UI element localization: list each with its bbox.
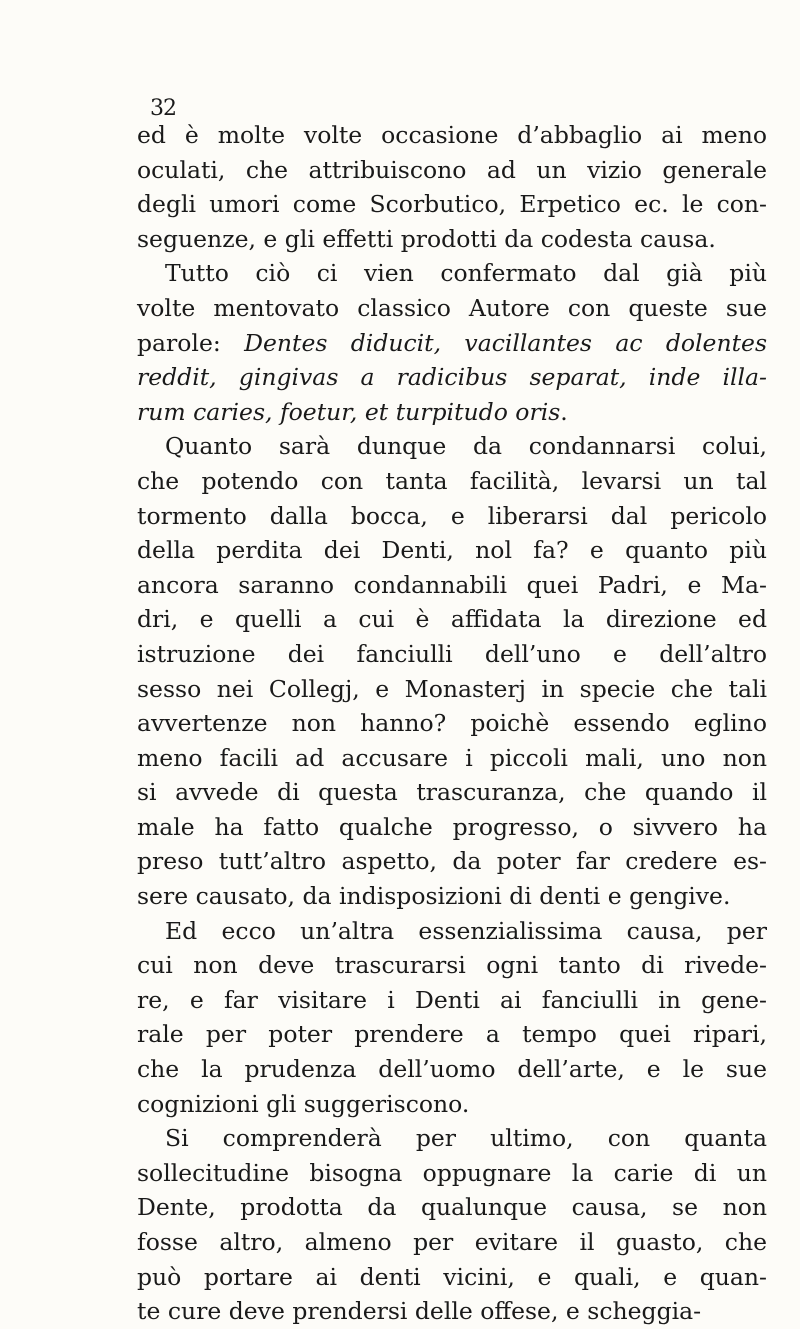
text-line: te cure deve prendersi delle offese, e scheggia- (137, 1297, 702, 1326)
text-line: istruzione dei fanciulli dell’uno e dell’altro (137, 639, 767, 668)
text-line: seguenze, e gli effetti prodotti da codesta causa. (137, 224, 716, 253)
text-line: sesso nei Collegj, e Monasterj in specie che tali (137, 674, 767, 703)
body-text (137, 118, 767, 1329)
text-line: può portare ai denti vicini, e quali, e quan- (137, 1262, 767, 1291)
text-line: rum caries, foetur, et turpitudo oris. (137, 397, 568, 426)
text-line: Tutto ciò ci vien confermato dal già più (165, 259, 767, 288)
text-line: ancora saranno condannabili quei Padri, e Ma- (137, 570, 767, 599)
text-line: sere causato, da indisposizioni di denti e gengive. (137, 882, 731, 911)
text-line: parole: Dentes diducit, vacillantes ac dolentes (137, 328, 767, 357)
text-line: male ha fatto qualche progresso, o sivvero ha (137, 812, 767, 841)
text-line: re, e far visitare i Denti ai fanciulli in gene- (137, 985, 767, 1014)
text-line: sollecitudine bisogna oppugnare la carie di un (137, 1158, 767, 1187)
text-line: fosse altro, almeno per evitare il guasto, che (137, 1228, 767, 1256)
text-line: preso tutt’altro aspetto, da poter far credere es- (137, 847, 767, 876)
text-line: avvertenze non hanno? poichè essendo eglino (137, 709, 767, 738)
text-line: reddit, gingivas a radicibus separat, inde illa- (137, 363, 767, 392)
text-line: Quanto sarà dunque da condannarsi colui, (165, 432, 767, 461)
text-line: della perdita dei Denti, nol fa? e quanto più (137, 536, 767, 565)
text-line: degli umori come Scorbutico, Erpetico ec. le con- (137, 190, 767, 219)
text-line: ed è molte volte occasione d’abbaglio ai meno (137, 121, 767, 149)
text-line: che potendo con tanta facilità, levarsi un tal (137, 466, 767, 495)
text-line: dri, e quelli a cui è affidata la direzione ed (137, 605, 767, 634)
text-line: oculati, che attribuiscono ad un vizio generale (137, 155, 767, 184)
text-line: si avvede di questa trascuranza, che quando il (137, 778, 767, 807)
text-line: tormento dalla bocca, e liberarsi dal pericolo (137, 501, 767, 530)
text-line: cognizioni gli suggeriscono. (137, 1089, 470, 1118)
text-line: Si comprenderà per ultimo, con quanta (165, 1124, 767, 1153)
page-number: 32 (150, 96, 176, 121)
text-line: Dente, prodotta da qualunque causa, se non (137, 1193, 767, 1222)
text-line: meno facili ad accusare i piccoli mali, uno non (137, 743, 767, 772)
text-line: volte mentovato classico Autore con queste sue (137, 293, 767, 322)
text-line: Ed ecco un’altra essenzialissima causa, per (165, 916, 767, 945)
text-line: cui non deve trascurarsi ogni tanto di rivede- (137, 951, 767, 980)
text-line: che la prudenza dell’uomo dell’arte, e le sue (137, 1055, 767, 1084)
text-line: rale per poter prendere a tempo quei ripari, (137, 1020, 767, 1049)
